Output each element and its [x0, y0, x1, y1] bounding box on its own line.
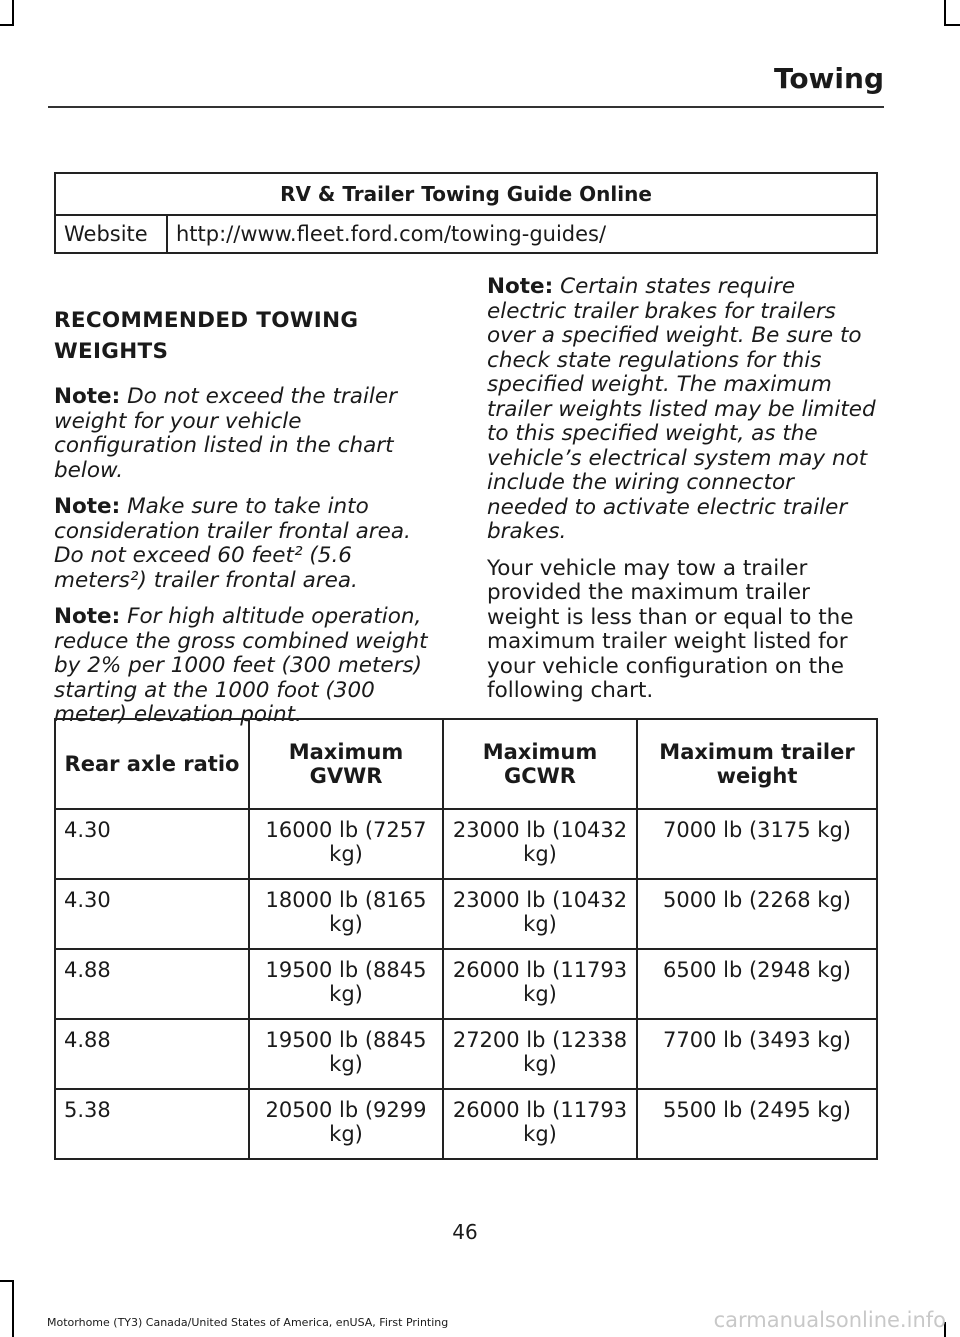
watermark: carmanualsonline.info	[713, 1308, 946, 1332]
footer-text: Motorhome (TY3) Canada/United States of America, enUSA, First Printing	[47, 1316, 449, 1329]
cell-ratio: 4.30	[55, 879, 249, 949]
note-text: Do not exceed the trailer weight for your vehicle configuration listed in the chart below.	[54, 384, 397, 483]
cell-gcwr: 26000 lb (11793 kg)	[443, 1089, 637, 1159]
cell-trailer-weight: 7000 lb (3175 kg)	[637, 809, 877, 879]
table-row	[55, 809, 877, 879]
crop-mark-bottom-left-h	[0, 1280, 14, 1282]
towing-guide-title: RV & Trailer Towing Guide Online	[55, 173, 877, 215]
towing-guide-table	[54, 172, 878, 254]
cell-ratio: 4.30	[55, 809, 249, 879]
note-label: Note:	[487, 274, 554, 299]
note-text: Certain states require electric trailer brakes for trailers over a specified weight. Be sure to check state regulations for this specified weight. The maximum trailer weights listed may be limited to this specified weight, as the vehicle’s electrical system may not include the wiring connector needed to activate electric trailer brakes.	[487, 274, 876, 544]
table-row	[55, 1019, 877, 1089]
cell-gvwr: 19500 lb (8845 kg)	[249, 949, 443, 1019]
header-max-gvwr: Maximum GVWR	[249, 719, 443, 809]
website-link[interactable]: http://www.fleet.ford.com/towing-guides/	[167, 215, 877, 253]
note-trailer-weight	[54, 385, 446, 483]
cell-trailer-weight: 7700 lb (3493 kg)	[637, 1019, 877, 1089]
note-label: Note:	[54, 384, 121, 409]
cell-gcwr: 26000 lb (11793 kg)	[443, 949, 637, 1019]
website-label: Website	[55, 215, 167, 253]
right-column	[487, 275, 879, 716]
note-label: Note:	[54, 604, 121, 629]
crop-mark-top-left-h	[0, 24, 14, 26]
cell-gvwr: 20500 lb (9299 kg)	[249, 1089, 443, 1159]
cell-trailer-weight: 5000 lb (2268 kg)	[637, 879, 877, 949]
header-max-gcwr: Maximum GCWR	[443, 719, 637, 809]
header-rear-axle-ratio: Rear axle ratio	[55, 719, 249, 809]
body-paragraph: Your vehicle may tow a trailer provided the maximum trailer weight is less than or equal to the maximum trailer weight listed for your vehicle configuration on the following chart.	[487, 555, 854, 703]
note-text: For high altitude operation, reduce the gross combined weight by 2% per 1000 feet (300 meters) starting at the 1000 foot (300 meter) elevation point.	[54, 604, 428, 727]
page-title: Towing	[773, 62, 884, 95]
note-electric-brakes	[487, 275, 879, 545]
table-header-row	[55, 719, 877, 809]
cell-trailer-weight: 6500 lb (2948 kg)	[637, 949, 877, 1019]
note-high-altitude	[54, 605, 446, 728]
header-divider	[48, 106, 884, 108]
cell-gvwr: 16000 lb (7257 kg)	[249, 809, 443, 879]
towing-weights-table	[54, 718, 878, 1160]
table-row	[55, 949, 877, 1019]
cell-gcwr: 23000 lb (10432 kg)	[443, 879, 637, 949]
section-heading	[54, 305, 446, 367]
table-row	[55, 879, 877, 949]
crop-mark-bottom-left	[12, 1280, 14, 1337]
crop-mark-top-left	[12, 0, 14, 26]
note-frontal-area	[54, 495, 446, 593]
section-heading-line1: RECOMMENDED TOWING	[54, 308, 359, 333]
page-number: 46	[452, 1220, 478, 1244]
cell-ratio: 4.88	[55, 949, 249, 1019]
cell-gvwr: 19500 lb (8845 kg)	[249, 1019, 443, 1089]
cell-ratio: 4.88	[55, 1019, 249, 1089]
crop-mark-top-right-h	[944, 24, 960, 26]
note-label: Note:	[54, 494, 121, 519]
section-heading-line2: WEIGHTS	[54, 339, 169, 364]
left-column	[54, 305, 446, 740]
cell-gcwr: 23000 lb (10432 kg)	[443, 809, 637, 879]
table-row	[55, 1089, 877, 1159]
cell-trailer-weight: 5500 lb (2495 kg)	[637, 1089, 877, 1159]
note-text: Make sure to take into consideration trailer frontal area. Do not exceed 60 feet² (5.6 meters²) trailer frontal area.	[54, 494, 411, 593]
cell-gcwr: 27200 lb (12338 kg)	[443, 1019, 637, 1089]
cell-ratio: 5.38	[55, 1089, 249, 1159]
crop-mark-top-right	[944, 0, 946, 26]
header-max-trailer-weight: Maximum trailer weight	[637, 719, 877, 809]
cell-gvwr: 18000 lb (8165 kg)	[249, 879, 443, 949]
